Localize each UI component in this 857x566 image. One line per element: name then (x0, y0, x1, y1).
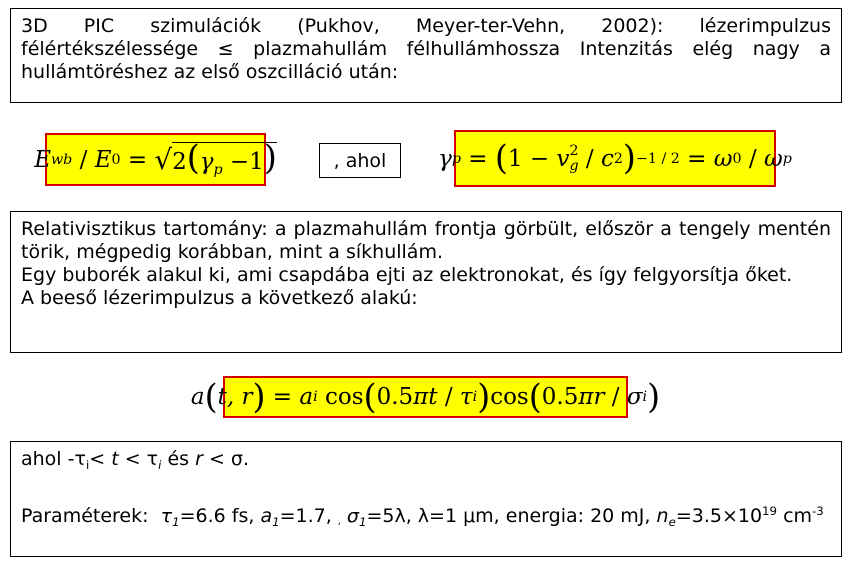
f3-c2: 0.5 (541, 384, 579, 410)
f1-gamma: γ (199, 148, 214, 175)
f3-c1: 0.5 (376, 384, 414, 410)
f3-a: a (190, 384, 205, 410)
wavebreaking-field-formula: E wb / E 0 = √ $2(\gamma_p -1)$ (45, 133, 266, 186)
f2-gamma-sub: p (451, 150, 461, 167)
f3-r: r (593, 384, 605, 410)
f3-t: t (428, 384, 438, 410)
f3-sigma: σ (626, 384, 643, 410)
regime-box (10, 211, 842, 353)
f1-minus-one: −1 (229, 148, 264, 175)
cond-lt1: < (89, 448, 106, 470)
f3-ai: a (299, 384, 314, 410)
laser-pulse-formula: a ( t, r ) = a i cos ( 0.5 π t / τ i ) cos ( 0.5 π r / σ i ) (223, 376, 628, 418)
f3-sigma-sub: i (642, 389, 648, 405)
param-tau1-val: =6.6 fs, (179, 505, 255, 528)
param-ne-unit: cm (783, 505, 813, 528)
cond-r: r (195, 448, 203, 470)
small-comma: , (337, 516, 341, 528)
param-sigma1-sub: 1 (358, 515, 367, 530)
f2-v-sup: 2 (569, 143, 579, 160)
intro-text: 3D PIC szimulációk (Pukhov, Meyer-ter-Vehn, 2002): lézerimpulzus félértékszélessége ≤ plazmahullám félhullámhossza Intenzitás elég nagy a hullámtöréshez az első oszcilláció után: (21, 15, 831, 83)
f1-radicand: $2(\gamma_p -1)$ (172, 137, 277, 178)
cond-prefix: ahol - (21, 448, 75, 470)
parameters-box (10, 441, 842, 557)
cond-sigma: σ (230, 448, 243, 470)
param-a1-sub: 1 (272, 515, 280, 530)
condition-line: ahol $-\tau_i< t < \tau_i$ és r < σ. (21, 448, 249, 473)
f3-tau-sub: i (472, 389, 478, 405)
f2-omegap-sub: p (782, 150, 792, 167)
f2-v: v (556, 145, 570, 172)
f2-omega0-sub: 0 (732, 150, 742, 167)
param-a1-val: =1.7, (279, 505, 332, 528)
cond-tau2: τ (146, 448, 159, 470)
f2-c-sup: 2 (613, 150, 623, 167)
f3-args: t, r (217, 384, 253, 410)
parameters-line (21, 500, 831, 534)
ahol-label: , ahol (333, 149, 387, 172)
f2-c: c (600, 145, 614, 172)
param-sigma1: σ (346, 505, 359, 528)
f3-pi1: π (413, 384, 429, 410)
param-ne-exp: 19 (762, 504, 778, 519)
f3-ai-sub: i (313, 389, 318, 405)
intro-box (10, 8, 842, 103)
regime-line2: Egy buborék alakul ki, ami csapdába ejti az elektronokat, és így felgyorsítja őket. (21, 264, 793, 286)
spacer (21, 477, 831, 500)
param-ne-val: =3.5×10 (675, 505, 763, 528)
ahol-label-box (319, 143, 401, 178)
param-tau1: τ (160, 505, 173, 528)
f1-den-sub: 0 (111, 151, 121, 168)
f2-v-sub: g (569, 157, 579, 174)
f3-cos1: cos (325, 384, 364, 410)
params-label: Paraméterek: (21, 505, 149, 528)
cond-lt2: < (124, 448, 141, 470)
f1-gamma-sub: p (213, 161, 223, 178)
f2-one: 1 (507, 145, 523, 172)
cond-lt3: < (208, 448, 225, 470)
f1-lhs: E (34, 146, 51, 173)
f1-two: 2 (172, 148, 187, 175)
f3-tau: τ (459, 384, 473, 410)
param-lambda-val: λ=1 μm, energia: 20 mJ, (417, 505, 651, 528)
f3-pi2: π (578, 384, 594, 410)
param-ne: n (656, 505, 669, 528)
cond-tau1: τ (74, 448, 86, 470)
cond-tau2-sub: i (158, 458, 162, 473)
cond-and: és (167, 448, 190, 470)
f2-gamma: γ (438, 145, 452, 172)
param-tau1-sub: 1 (172, 515, 180, 530)
regime-line1: Relativisztikus tartomány: a plazmahullám frontja görbült, először a tengely mentén törik, mégpedig korábban, mint a síkhullám. (21, 218, 831, 263)
cond-tau1-sub: i (85, 458, 90, 473)
cond-t: t (111, 448, 119, 470)
f1-den: E (94, 146, 112, 173)
sqrt-sign: √ (154, 143, 173, 176)
f3-cos2: cos (490, 384, 529, 410)
f2-omegap: ω (764, 145, 783, 172)
regime-line3: A beeső lézerimpulzus a következő alakú: (21, 287, 418, 309)
param-sigma1-val: =5λ, (366, 505, 412, 528)
param-a1: a (260, 505, 273, 528)
gamma-p-formula: γ p = ( 1 − v 2 g / c 2 ) −1 / 2 = ω 0 / ω p (454, 130, 776, 187)
f1-lhs-sub: wb (50, 151, 73, 168)
f2-omega0: ω (713, 145, 733, 172)
param-ne-unit-exp: -3 (812, 504, 824, 519)
param-ne-sub: e (668, 515, 676, 530)
f2-exponent: −1 / 2 (635, 150, 680, 167)
